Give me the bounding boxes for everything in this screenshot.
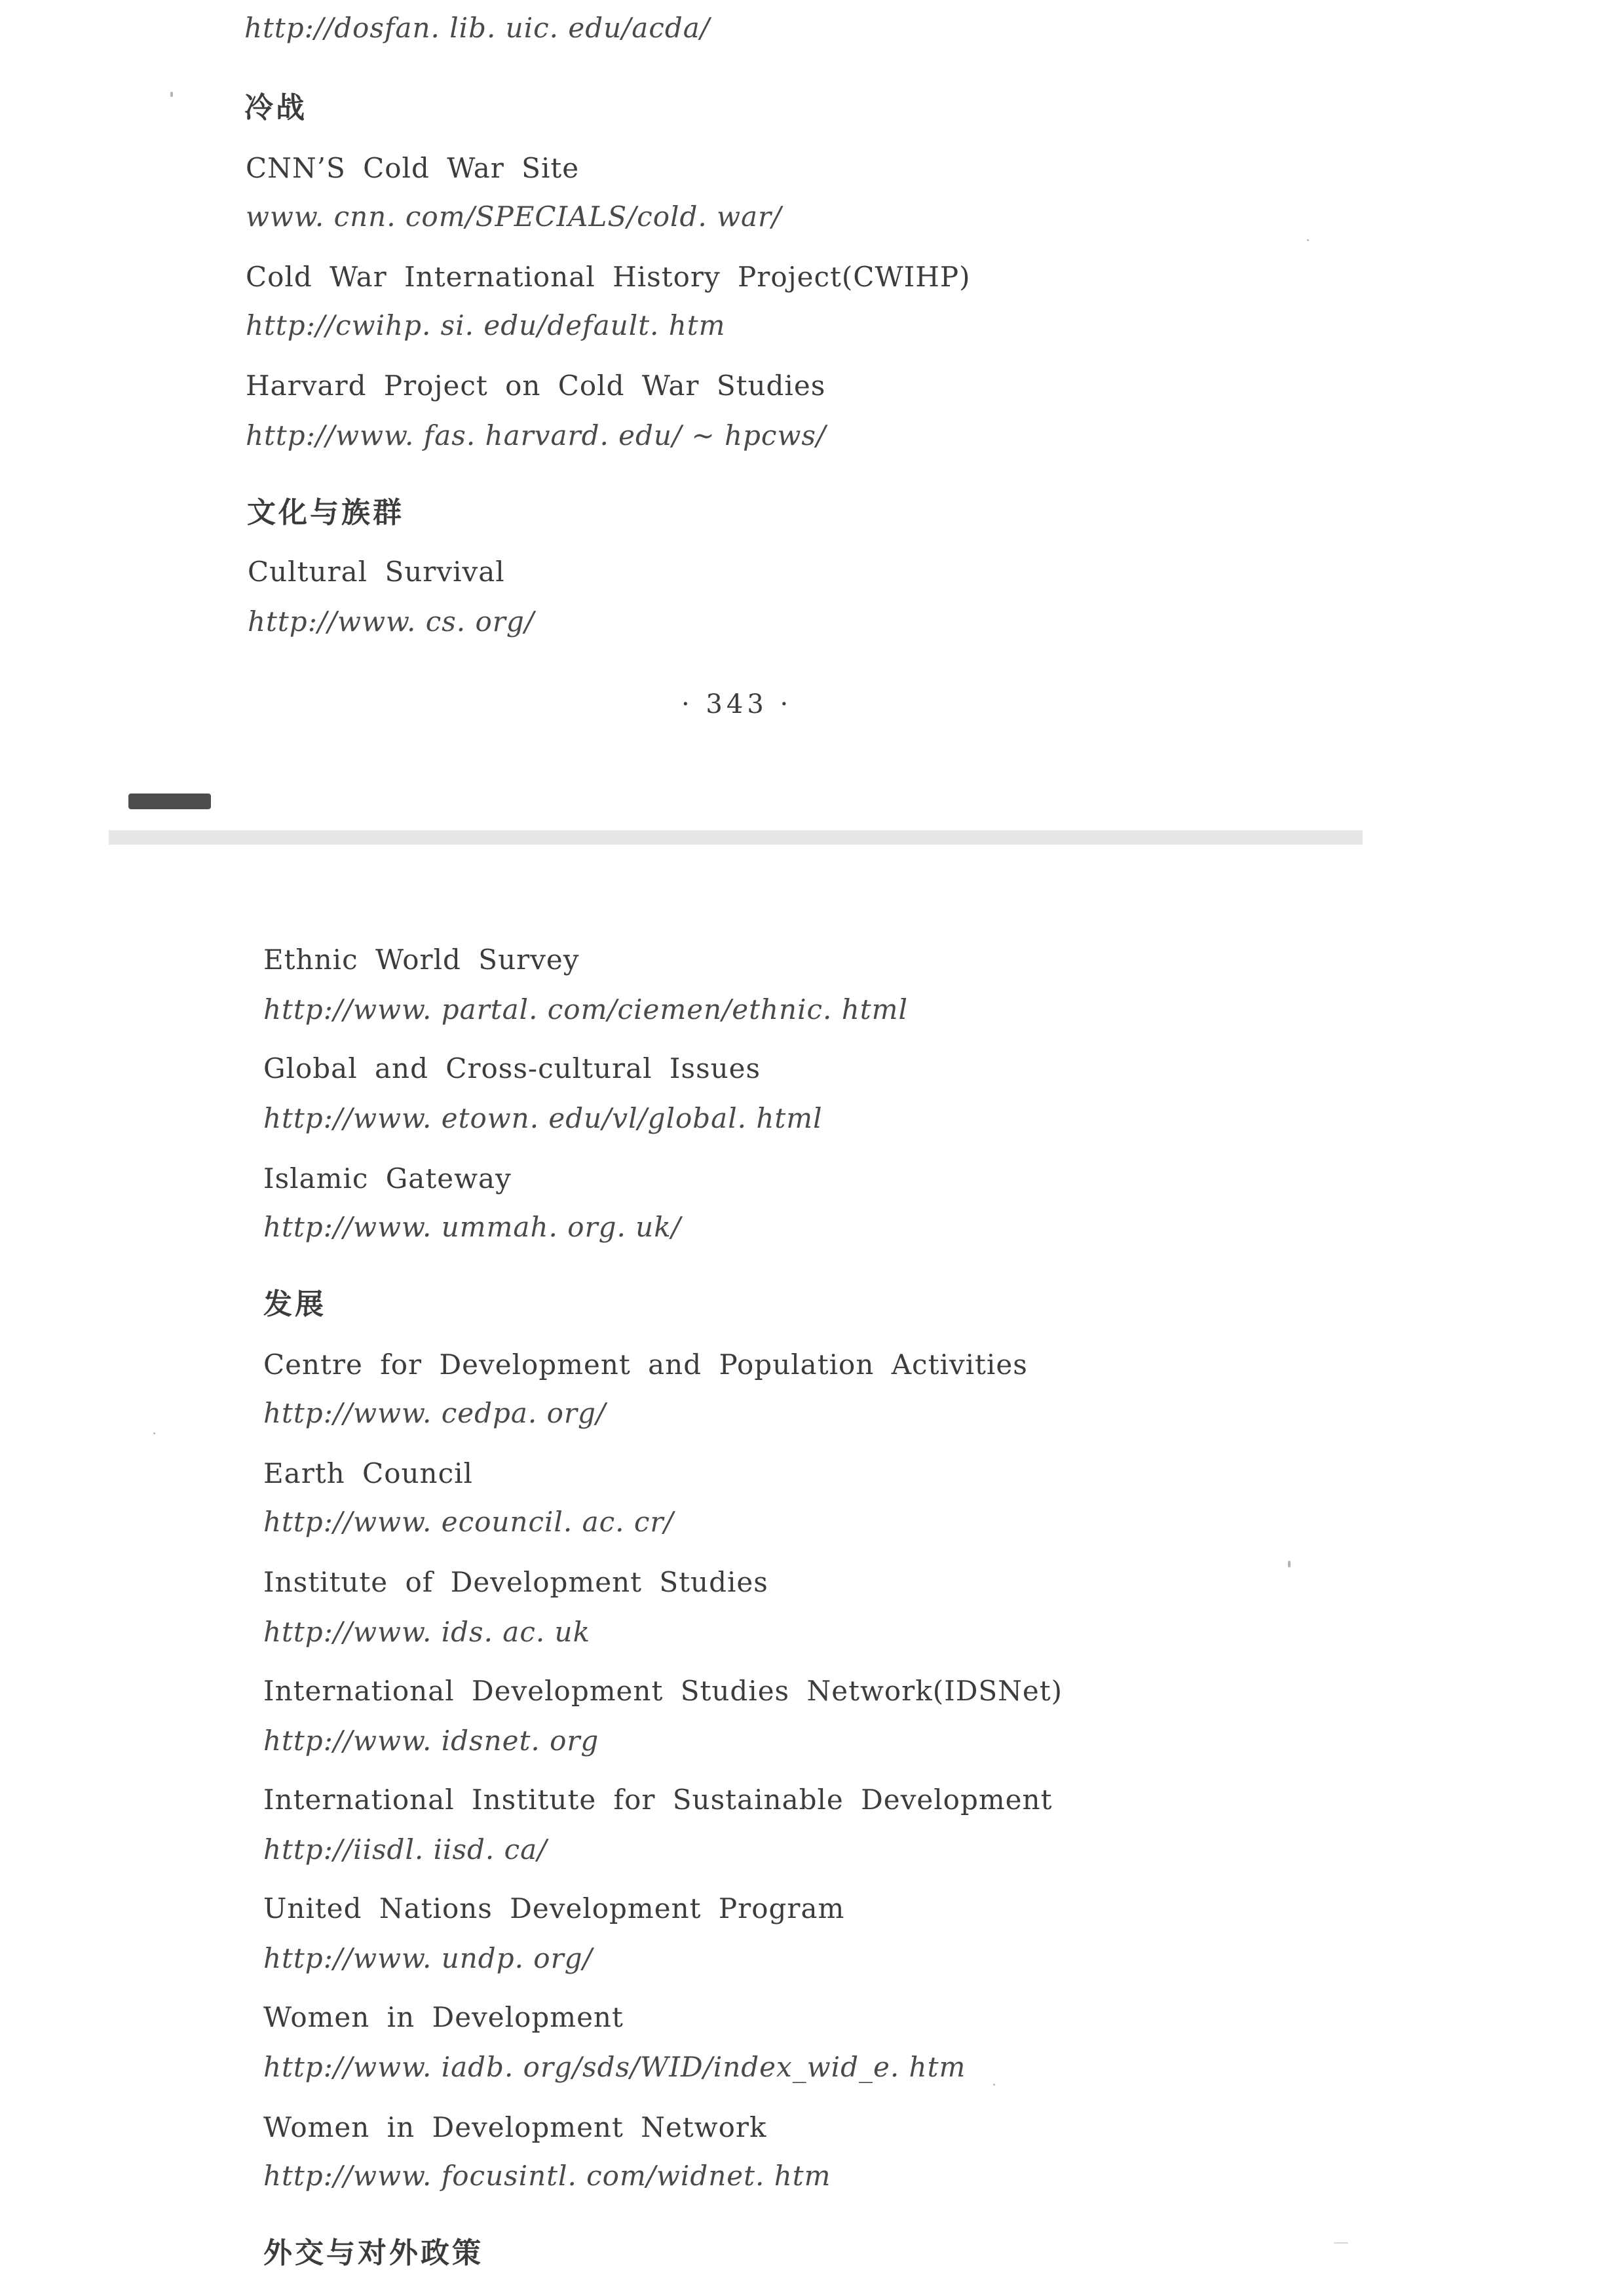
entry-title: United Nations Development Program: [263, 1892, 845, 1924]
entry-url[interactable]: http://www. ids. ac. uk: [263, 1616, 591, 1648]
page-tab-marker: [128, 794, 211, 809]
section-heading-development: 发展: [263, 1288, 326, 1321]
entry-title: Global and Cross-cultural Issues: [263, 1052, 761, 1084]
entry-url[interactable]: http://dosfan. lib. uic. edu/acda/: [244, 12, 710, 44]
entry-url[interactable]: http://www. ummah. org. uk/: [263, 1211, 681, 1243]
entry-url[interactable]: http://www. undp. org/: [263, 1942, 593, 1974]
entry-title: Earth Council: [263, 1457, 473, 1489]
entry-title: CNN’S Cold War Site: [246, 152, 580, 184]
scan-speck: [1288, 1561, 1291, 1567]
entry-url[interactable]: http://www. cedpa. org/: [263, 1397, 607, 1429]
scan-speck: [153, 1432, 155, 1434]
page-number: · 343 ·: [681, 689, 793, 719]
entry-title: Women in Development Network: [263, 2111, 767, 2143]
entry-url[interactable]: http://www. partal. com/ciemen/ethnic. html: [263, 993, 908, 1025]
entry-title: Centre for Development and Population Activities: [263, 1349, 1028, 1381]
entry-url[interactable]: www. cnn. com/SPECIALS/cold. war/: [246, 201, 782, 233]
entry-url[interactable]: http://iisdl. iisd. ca/: [263, 1833, 548, 1866]
page-344: [0, 845, 1624, 2296]
entry-url[interactable]: http://www. idsnet. org: [263, 1725, 599, 1757]
entry-url[interactable]: http://www. focusintl. com/widnet. htm: [263, 2160, 831, 2192]
scan-speck: [1334, 2242, 1348, 2244]
entry-title: Ethnic World Survey: [263, 944, 580, 976]
entry-url[interactable]: http://www. etown. edu/vl/global. html: [263, 1102, 823, 1134]
section-heading-culture: 文化与族群: [247, 496, 404, 529]
entry-title: Institute of Development Studies: [263, 1566, 768, 1598]
entry-url[interactable]: http://www. iadb. org/sds/WID/index_wid_e. htm: [263, 2051, 966, 2083]
entry-url[interactable]: http://www. cs. org/: [248, 605, 535, 638]
entry-title: Harvard Project on Cold War Studies: [246, 370, 826, 402]
page-343: [0, 0, 1363, 832]
scan-speck: [993, 2084, 995, 2086]
scan-speck: [1307, 239, 1309, 241]
section-heading-cold-war: 冷战: [244, 91, 307, 124]
entry-url[interactable]: http://www. ecouncil. ac. cr/: [263, 1506, 674, 1538]
entry-url[interactable]: http://cwihp. si. edu/default. htm: [246, 309, 726, 341]
scan-speck: [170, 92, 173, 97]
section-heading-diplomacy: 外交与对外政策: [263, 2236, 483, 2270]
entry-title: International Development Studies Network(IDSNet): [263, 1675, 1063, 1707]
entry-title: Women in Development: [263, 2001, 624, 2033]
entry-title: Cold War International History Project(CWIHP): [246, 261, 971, 293]
entry-title: Islamic Gateway: [263, 1162, 512, 1195]
page-divider: [109, 830, 1363, 845]
entry-url[interactable]: http://www. fas. harvard. edu/ ~ hpcws/: [246, 419, 827, 451]
entry-title: Cultural Survival: [248, 556, 505, 588]
entry-title: International Institute for Sustainable Development: [263, 1784, 1053, 1816]
